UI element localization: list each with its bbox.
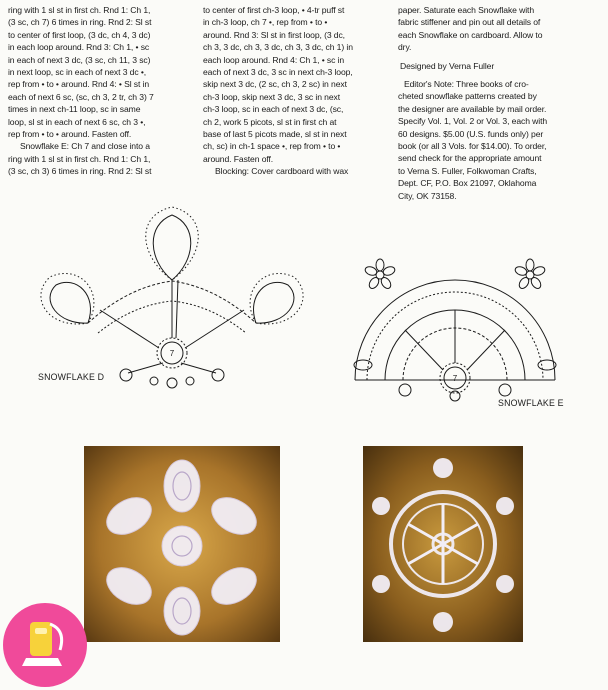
text-line: send check for the appropriate amount (398, 153, 542, 164)
text-line: rep from • to • around. Fasten off. (8, 129, 132, 140)
snowflake-d-diagram (28, 205, 328, 395)
text-line: rep from • to • around. Rnd 4: • Sl st in (8, 79, 150, 90)
text-line: each Snowflake on cardboard. Allow to (398, 29, 543, 40)
text-line: (3 sc, ch 3) 6 times in ring. Rnd 2: Sl st (8, 166, 152, 177)
snowflake-d-label: SNOWFLAKE D (38, 372, 105, 382)
designer-credit: Designed by Verna Fuller (400, 60, 495, 71)
text-line: in ch-3 loop, ch 7 •, rep from • to • (203, 17, 328, 28)
text-line: each of next 6 sc, (sc, ch 3, 2 tr, ch 3) 7 (8, 91, 154, 102)
crochet-logo-badge-icon (0, 600, 90, 690)
text-line: ch-3 loop, skip next 3 dc, 3 sc in next (203, 91, 341, 102)
text-column-2 (203, 4, 391, 178)
text-line: loop, sl st in each of next 6 sc, ch 3 •, (8, 116, 146, 127)
snowflake-e-center-number: 7 (452, 374, 458, 383)
text-line: to center of first ch-3 loop, • 4-tr puff st (203, 5, 345, 15)
text-line: ch-3 loop, sc in each of next 3 dc, (sc, (203, 104, 344, 115)
text-line: each loop around. Rnd 4: Ch 1, • sc in (203, 54, 345, 65)
text-line: each of next 3 dc, 3 sc in next ch-3 loop, (203, 67, 353, 78)
text-line: ch 3, 3 dc, ch 3, 3 dc, ch 3, 3 dc, ch 1) in (203, 42, 353, 53)
text-line: Dept. CF, P.O. Box 21097, Oklahoma (398, 178, 537, 189)
text-line: ring with 1 sl st in first ch. Rnd 1: Ch 1, (8, 5, 151, 15)
text-line: the designer are available by mail order. (398, 103, 547, 114)
text-line: times in next ch-11 loop, sc in same (8, 104, 141, 115)
text-line: (3 sc, ch 7) 6 times in ring. Rnd 2: Sl st (8, 17, 152, 28)
text-line: around. Rnd 3: Sl st in first loop, (3 dc, (203, 29, 345, 40)
text-line: fabric stiffener and pin out all details of (398, 17, 541, 28)
text-line: cheted snowflake patterns created by (398, 91, 537, 102)
text-line: Specify Vol. 1, Vol. 2 or Vol. 3, each with (398, 116, 548, 127)
snowflake-d-photo (84, 446, 280, 642)
text-line: to Verna S. Fuller, Folkwoman Crafts, (398, 165, 537, 176)
text-line: base of last 5 picots made, sl st in next (203, 129, 347, 140)
text-column-1 (8, 4, 196, 178)
text-line: Editor's Note: Three books of cro- (404, 79, 529, 90)
text-line: ch, sc) in ch-1 space •, rep from • to • (203, 141, 341, 152)
text-line: paper. Saturate each Snowflake with (398, 5, 534, 15)
text-line: book (or all 3 Vols. for $14.00). To order, (398, 141, 547, 152)
snowflake-e-photo (363, 446, 523, 642)
text-line: in each loop around. Rnd 3: Ch 1, • sc (8, 42, 150, 53)
text-line: in next loop, sc in each of next 3 dc •, (8, 67, 147, 78)
snowflake-e-label: SNOWFLAKE E (498, 398, 564, 408)
text-line: ring with 1 sl st in first ch. Rnd 1: Ch 1, (8, 153, 151, 164)
text-line: Blocking: Cover cardboard with wax (215, 166, 349, 177)
text-line: to center of first loop, (3 dc, ch 4, 3 dc) (8, 29, 151, 40)
text-line: skip next 3 dc, (2 sc, ch 3, 2 sc) in next (203, 79, 347, 90)
snowflake-e-diagram (345, 250, 585, 410)
text-line: ch 2, work 5 picots, sl st in first ch at (203, 116, 337, 127)
text-line: around. Fasten off. (203, 153, 274, 164)
snowflake-d-center-number: 7 (169, 349, 175, 358)
text-line: City, OK 73158. (398, 190, 457, 201)
text-line: in each of next 3 dc, (3 sc, ch 11, 3 sc) (8, 54, 151, 65)
text-column-3 (398, 4, 603, 202)
text-line: 60 designs. $5.00 (U.S. funds only) per (398, 128, 544, 139)
text-line: Snowflake E: Ch 7 and close into a (20, 141, 150, 152)
text-line: dry. (398, 42, 412, 53)
